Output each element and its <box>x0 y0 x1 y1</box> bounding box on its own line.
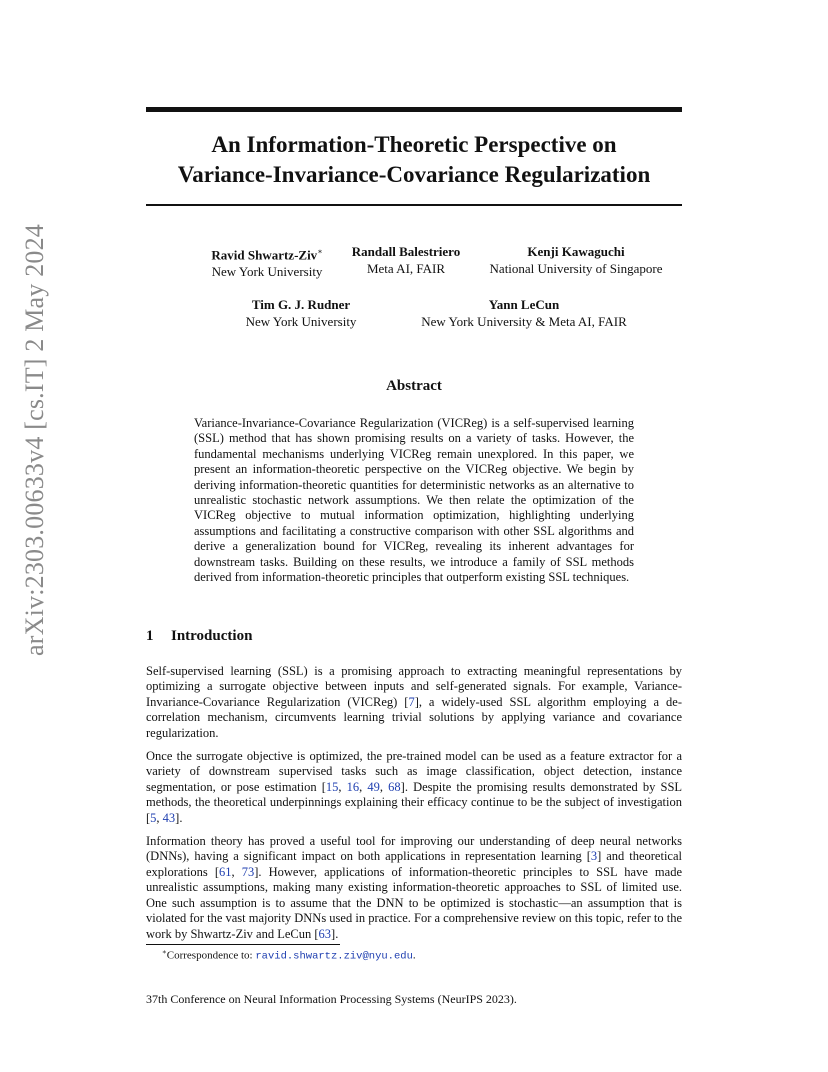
citation-link[interactable]: 49 <box>367 779 380 794</box>
paragraph-2: Once the surrogate objective is optimized, the pre-trained model can be used as a feature extractor for a variety of downstream supervised tasks such as image classification, object detection, instance segmentation, or pose estimation [15, 16, 49, 68]. Despite the promising results demonstrated by SSL methods, the theoretical underpinnings explaining their efficacy continue to be the subject of investigation [5, 43]. <box>146 749 683 825</box>
author-2 <box>340 243 472 277</box>
citation-link[interactable]: 63 <box>318 926 332 941</box>
paragraph-3: Information theory has proved a useful tool for improving our understanding of deep neural networks (DNNs), having a significant impact on both applications in representation learning [3] and theoretical explorations [61, 73]. However, applications of information-theoretic principles to SSL have made unrealistic assumptions, making many existing information-theoretic approaches to SSL of limited use. One such assumption is to assume that the DNN to be optimized is stochastic—an assumption that is violated for the vast majority DNNs used in practice. For a comprehensive review on this topic, refer to the work by Shwartz-Ziv and LeCun [63]. <box>146 834 683 941</box>
section-title: Introduction <box>171 628 253 644</box>
title-line-2: Variance-Invariance-Covariance Regularization <box>177 162 651 187</box>
footnote: ∗Correspondence to: ravid.shwartz.ziv@nyu.edu. <box>162 948 416 963</box>
citation-link[interactable]: 3 <box>590 849 598 864</box>
title-rule <box>146 204 682 206</box>
citation-link[interactable]: 43 <box>162 810 176 825</box>
arxiv-label: arXiv:2303.00633v4 [cs.IT] 2 May 2024 <box>20 224 49 656</box>
author-affiliation: New York University & Meta AI, FAIR <box>421 314 627 329</box>
author-name: Randall Balestriero <box>351 244 461 259</box>
footnote-marker: ∗ <box>162 948 167 956</box>
author-1 <box>196 243 338 280</box>
author-affiliation: National University of Singapore <box>489 261 663 276</box>
author-footnote-marker: ∗ <box>317 247 323 256</box>
title-line-1: An Information-Theoretic Perspective on <box>211 132 617 157</box>
paragraph-1: Self-supervised learning (SSL) is a promising approach to extracting meaningful representations by optimizing a surrogate objective between inputs and self-generated signals. For example, Variance-Invariance-Covariance Regularization (VICReg) [7], a widely-used SSL algorithm employing a de-correlation mechanism, circumvents learning trivial solutions by applying variance and covariance regularization. <box>146 664 682 740</box>
author-affiliation: New York University <box>211 264 323 280</box>
author-5 <box>408 296 640 330</box>
arxiv-identifier <box>14 120 56 760</box>
conference-note: 37th Conference on Neural Information Processing Systems (NeurIPS 2023). <box>146 992 517 1006</box>
author-4 <box>232 296 370 330</box>
author-name: Yann LeCun <box>488 297 560 312</box>
footnote-rule <box>146 944 340 945</box>
section-number: 1 <box>146 628 154 644</box>
paper-title <box>146 130 682 190</box>
introduction-body <box>146 664 682 950</box>
citation-link[interactable]: 5 <box>150 810 157 825</box>
email-link[interactable]: ravid.shwartz.ziv@nyu.edu <box>255 950 413 963</box>
section-heading <box>146 628 252 645</box>
author-3 <box>476 243 676 277</box>
citation-link[interactable]: 68 <box>388 779 401 794</box>
citation-link[interactable]: 7 <box>408 694 415 709</box>
citation-link[interactable]: 73 <box>241 864 255 879</box>
author-name: Ravid Shwartz-Ziv∗ <box>211 247 323 263</box>
author-affiliation: New York University <box>245 314 357 329</box>
citation-link[interactable]: 61 <box>219 864 232 879</box>
author-affiliation: Meta AI, FAIR <box>366 261 446 276</box>
abstract-heading: Abstract <box>386 378 442 394</box>
author-name: Tim G. J. Rudner <box>251 297 351 312</box>
citation-link[interactable]: 15 <box>325 779 339 794</box>
citation-link[interactable]: 16 <box>346 779 360 794</box>
author-name: Kenji Kawaguchi <box>527 244 625 259</box>
top-rule <box>146 107 682 112</box>
abstract-body: Variance-Invariance-Covariance Regularization (VICReg) is a self-supervised learning (SSL) method that has shown promising results on a variety of tasks. However, the fundamental mechanisms underlying VICReg remain unexplored. In this paper, we present an information-theoretic perspective on the VICReg objective. We begin by deriving information-theoretic quantities for deterministic networks as an alternative to unrealistic stochastic network assumptions. We then relate the optimization of the VICReg objective to mutual information optimization, highlighting underlying assumptions and facilitating a constructive comparison with other SSL algorithms and derive a generalization bound for VICReg, revealing its inherent advantages for downstream tasks. Building on these results, we introduce a family of SSL methods derived from information-theoretic principles that outperform existing SSL techniques. <box>194 416 634 585</box>
